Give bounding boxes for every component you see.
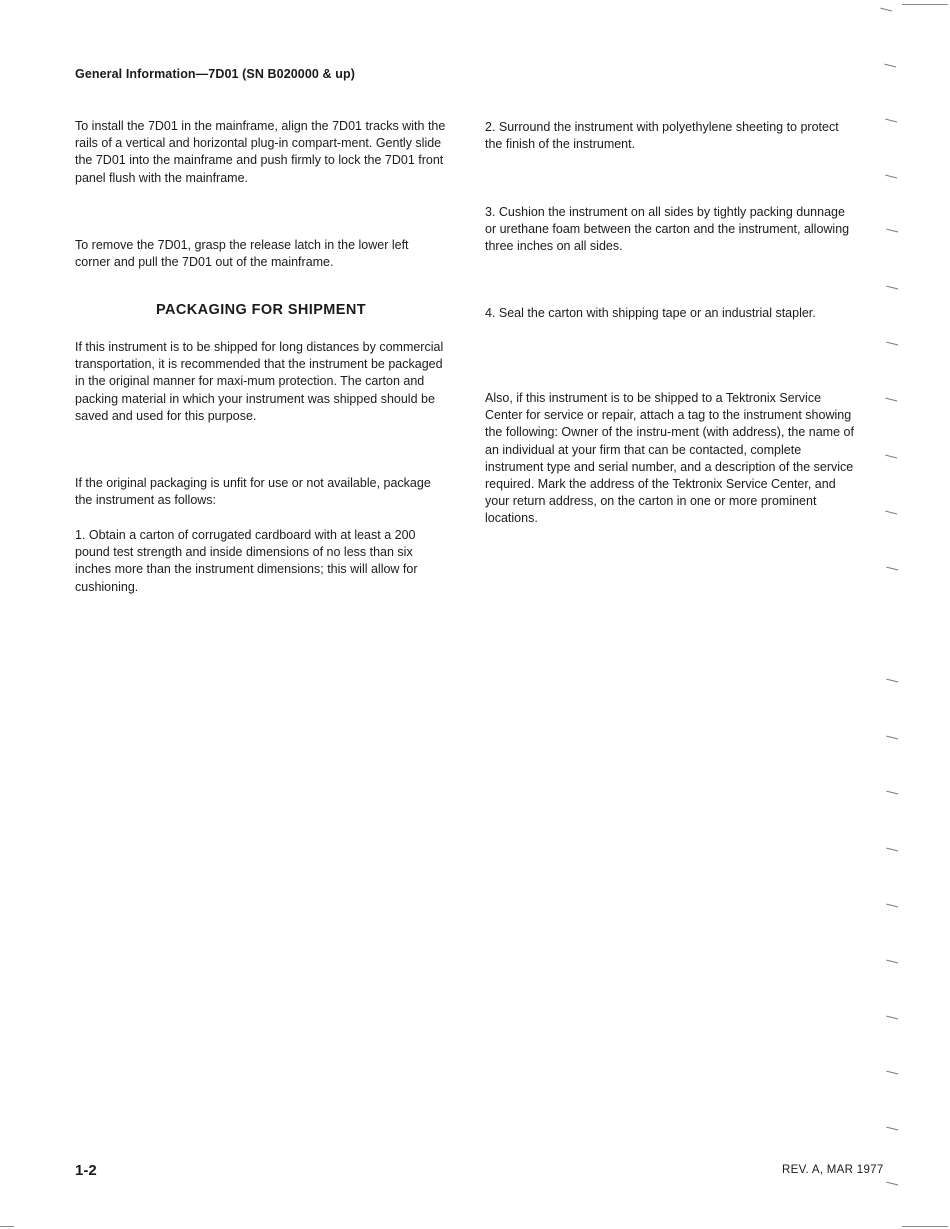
tektronix-paragraph: Also, if this instrument is to be shipped to a Tektronix Service Center for service or repair, attach a tag to the instrument showing the following: Owner of the instru-ment (with address), the name of an individual at your firm that can be contacted, complete instrument type and serial number, and a description of the service required. Mark the address of the Tektronix Service Center, and your return address, on the carton in one or more prominent locations. — [485, 391, 854, 526]
scan-mark — [886, 229, 898, 235]
step-2-paragraph: 2. Surround the instrument with polyethylene sheeting to protect the finish of the instrument. — [485, 120, 839, 152]
scan-mark — [885, 455, 897, 461]
running-header: General Information—7D01 (SN B020000 & up) — [75, 67, 355, 81]
shipping-paragraph: If this instrument is to be shipped for long distances by commercial transportation, it is recommended that the instrument be packaged in the original manner for maxi-mum protection. The carton and packing material in which your instrument was shipped should be saved and used for this purpose. — [75, 340, 444, 423]
install-paragraph: To install the 7D01 in the mainframe, align the 7D01 tracks with the rails of a vertical and horizontal plug-in compart-ment. Gently slide the 7D01 into the mainframe and push firmly to lock the 7D01 front panel flush with the mainframe. — [75, 119, 446, 185]
step-1-paragraph: 1. Obtain a carton of corrugated cardboard with at least a 200 pound test strength and inside dimensions of no less than six inches more than the instrument dimensions; this will allow for cushioning. — [75, 528, 418, 594]
revision-label: REV. A, MAR 1977 — [782, 1164, 884, 1176]
scan-mark — [886, 342, 898, 348]
scan-mark — [884, 64, 896, 70]
scan-mark — [885, 119, 897, 125]
scan-mark — [886, 1182, 898, 1188]
scan-mark — [886, 1127, 898, 1133]
scan-mark — [886, 286, 898, 292]
scan-mark — [886, 567, 898, 573]
scan-edge-line-bottom — [902, 1226, 948, 1227]
scan-mark — [885, 511, 897, 517]
step-3-paragraph: 3. Cushion the instrument on all sides by tightly packing dunnage or urethane foam between the carton and the instrument, allowing three inches on all sides. — [485, 205, 850, 254]
scan-mark — [880, 8, 892, 14]
scan-mark — [886, 1071, 898, 1077]
scan-mark — [885, 398, 897, 404]
scan-edge-line-bottom-left — [0, 1226, 14, 1227]
scan-mark — [886, 904, 898, 910]
scan-mark — [886, 736, 898, 742]
scan-mark — [886, 1016, 898, 1022]
section-heading: PACKAGING FOR SHIPMENT — [156, 302, 366, 318]
page-number: 1-2 — [75, 1162, 97, 1179]
scan-edge-line-top — [902, 4, 948, 5]
remove-paragraph: To remove the 7D01, grasp the release latch in the lower left corner and pull the 7D01 out of the mainframe. — [75, 238, 409, 270]
unfit-paragraph: If the original packaging is unfit for use or not available, package the instrument as follows: — [75, 476, 431, 508]
step-4-paragraph: 4. Seal the carton with shipping tape or an industrial stapler. — [485, 306, 816, 320]
scan-mark — [886, 791, 898, 797]
scan-mark — [886, 848, 898, 854]
scan-mark — [885, 175, 897, 181]
scan-mark — [886, 960, 898, 966]
scan-mark — [886, 679, 898, 685]
